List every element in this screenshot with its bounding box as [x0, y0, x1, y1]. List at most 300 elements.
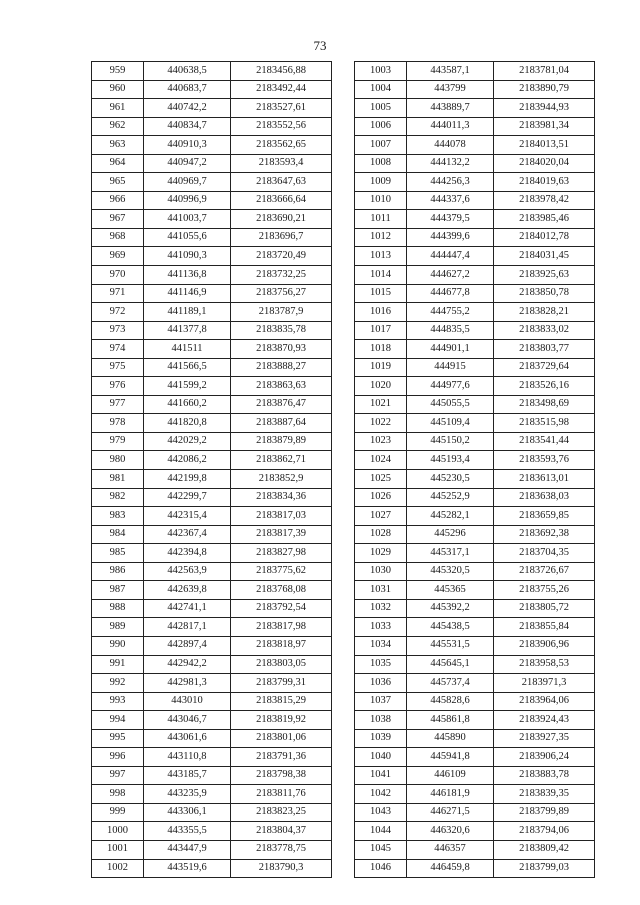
- table-row: [355, 154, 595, 173]
- x-coordinate-cell: 444755,2: [407, 303, 494, 322]
- point-number-cell: 981: [92, 470, 144, 489]
- table-row: [355, 766, 595, 785]
- point-number-cell: 1032: [355, 599, 407, 618]
- point-number-cell: 1020: [355, 377, 407, 396]
- table-row: [92, 414, 332, 433]
- point-number-cell: 996: [92, 748, 144, 767]
- x-coordinate-cell: 445645,1: [407, 655, 494, 674]
- point-number-cell: 1018: [355, 340, 407, 359]
- y-coordinate-cell: 2183638,03: [494, 488, 595, 507]
- table-row: [92, 840, 332, 859]
- point-number-cell: 980: [92, 451, 144, 470]
- x-coordinate-cell: 440947,2: [144, 154, 231, 173]
- x-coordinate-cell: 445531,5: [407, 636, 494, 655]
- table-row: [92, 544, 332, 563]
- x-coordinate-cell: 441820,8: [144, 414, 231, 433]
- y-coordinate-cell: 2183833,02: [494, 321, 595, 340]
- x-coordinate-cell: 445438,5: [407, 618, 494, 637]
- y-coordinate-cell: 2183790,3: [231, 859, 332, 878]
- point-number-cell: 1003: [355, 62, 407, 81]
- table-row: [355, 618, 595, 637]
- point-number-cell: 1022: [355, 414, 407, 433]
- y-coordinate-cell: 2183690,21: [231, 210, 332, 229]
- y-coordinate-cell: 2183755,26: [494, 581, 595, 600]
- x-coordinate-cell: 444835,5: [407, 321, 494, 340]
- y-coordinate-cell: 2183906,96: [494, 636, 595, 655]
- table-row: [92, 748, 332, 767]
- x-coordinate-cell: 442741,1: [144, 599, 231, 618]
- table-row: [92, 247, 332, 266]
- point-number-cell: 987: [92, 581, 144, 600]
- y-coordinate-cell: 2183890,79: [494, 80, 595, 99]
- x-coordinate-cell: 444447,4: [407, 247, 494, 266]
- x-coordinate-cell: 442086,2: [144, 451, 231, 470]
- table-row: [355, 136, 595, 155]
- y-coordinate-cell: 2183526,16: [494, 377, 595, 396]
- x-coordinate-cell: 444399,6: [407, 228, 494, 247]
- point-number-cell: 965: [92, 173, 144, 192]
- table-row: [355, 748, 595, 767]
- table-row: [355, 303, 595, 322]
- y-coordinate-cell: 2184012,78: [494, 228, 595, 247]
- y-coordinate-cell: 2183732,25: [231, 266, 332, 285]
- y-coordinate-cell: 2183787,9: [231, 303, 332, 322]
- y-coordinate-cell: 2183805,72: [494, 599, 595, 618]
- point-number-cell: 971: [92, 284, 144, 303]
- y-coordinate-cell: 2183798,38: [231, 766, 332, 785]
- y-coordinate-cell: 2183870,93: [231, 340, 332, 359]
- y-coordinate-cell: 2183778,75: [231, 840, 332, 859]
- table-row: [92, 507, 332, 526]
- y-coordinate-cell: 2183855,84: [494, 618, 595, 637]
- table-row: [355, 321, 595, 340]
- y-coordinate-cell: 2183794,06: [494, 822, 595, 841]
- point-number-cell: 985: [92, 544, 144, 563]
- y-coordinate-cell: 2183906,24: [494, 748, 595, 767]
- point-number-cell: 999: [92, 803, 144, 822]
- x-coordinate-cell: 445861,8: [407, 711, 494, 730]
- table-row: [92, 321, 332, 340]
- table-row: [92, 340, 332, 359]
- y-coordinate-cell: 2184020,04: [494, 154, 595, 173]
- point-number-cell: 1026: [355, 488, 407, 507]
- x-coordinate-cell: 444915: [407, 358, 494, 377]
- point-number-cell: 970: [92, 266, 144, 285]
- point-number-cell: 988: [92, 599, 144, 618]
- y-coordinate-cell: 2183768,08: [231, 581, 332, 600]
- y-coordinate-cell: 2183613,01: [494, 470, 595, 489]
- table-row: [355, 266, 595, 285]
- x-coordinate-cell: 440638,5: [144, 62, 231, 81]
- table-row: [92, 692, 332, 711]
- point-number-cell: 973: [92, 321, 144, 340]
- y-coordinate-cell: 2183852,9: [231, 470, 332, 489]
- y-coordinate-cell: 2183924,43: [494, 711, 595, 730]
- y-coordinate-cell: 2183792,54: [231, 599, 332, 618]
- table-row: [355, 525, 595, 544]
- x-coordinate-cell: 442315,4: [144, 507, 231, 526]
- y-coordinate-cell: 2183799,03: [494, 859, 595, 878]
- table-row: [355, 432, 595, 451]
- table-row: [92, 395, 332, 414]
- x-coordinate-cell: 442563,9: [144, 562, 231, 581]
- point-number-cell: 995: [92, 729, 144, 748]
- point-number-cell: 998: [92, 785, 144, 804]
- y-coordinate-cell: 2183958,53: [494, 655, 595, 674]
- y-coordinate-cell: 2183456,88: [231, 62, 332, 81]
- x-coordinate-cell: 444379,5: [407, 210, 494, 229]
- point-number-cell: 997: [92, 766, 144, 785]
- coordinates-table-left: [91, 61, 332, 878]
- table-row: [355, 377, 595, 396]
- y-coordinate-cell: 2183828,21: [494, 303, 595, 322]
- y-coordinate-cell: 2183593,4: [231, 154, 332, 173]
- table-row: [92, 377, 332, 396]
- table-body: [355, 62, 595, 878]
- x-coordinate-cell: 445828,6: [407, 692, 494, 711]
- point-number-cell: 960: [92, 80, 144, 99]
- table-row: [355, 340, 595, 359]
- y-coordinate-cell: 2183971,3: [494, 674, 595, 693]
- y-coordinate-cell: 2183809,42: [494, 840, 595, 859]
- point-number-cell: 1027: [355, 507, 407, 526]
- table-row: [355, 803, 595, 822]
- point-number-cell: 1006: [355, 117, 407, 136]
- point-number-cell: 1028: [355, 525, 407, 544]
- x-coordinate-cell: 441566,5: [144, 358, 231, 377]
- x-coordinate-cell: 445365: [407, 581, 494, 600]
- x-coordinate-cell: 443110,8: [144, 748, 231, 767]
- table-row: [92, 525, 332, 544]
- table-row: [355, 62, 595, 81]
- point-number-cell: 986: [92, 562, 144, 581]
- y-coordinate-cell: 2183839,35: [494, 785, 595, 804]
- x-coordinate-cell: 444677,8: [407, 284, 494, 303]
- point-number-cell: 992: [92, 674, 144, 693]
- x-coordinate-cell: 446320,6: [407, 822, 494, 841]
- y-coordinate-cell: 2183756,27: [231, 284, 332, 303]
- point-number-cell: 1007: [355, 136, 407, 155]
- x-coordinate-cell: 446271,5: [407, 803, 494, 822]
- point-number-cell: 1000: [92, 822, 144, 841]
- y-coordinate-cell: 2183888,27: [231, 358, 332, 377]
- point-number-cell: 1009: [355, 173, 407, 192]
- y-coordinate-cell: 2183818,97: [231, 636, 332, 655]
- point-number-cell: 1023: [355, 432, 407, 451]
- y-coordinate-cell: 2183964,06: [494, 692, 595, 711]
- table-row: [92, 655, 332, 674]
- x-coordinate-cell: 445317,1: [407, 544, 494, 563]
- table-row: [355, 692, 595, 711]
- table-row: [355, 358, 595, 377]
- point-number-cell: 964: [92, 154, 144, 173]
- x-coordinate-cell: 442817,1: [144, 618, 231, 637]
- table-row: [92, 729, 332, 748]
- x-coordinate-cell: 446181,9: [407, 785, 494, 804]
- table-row: [355, 581, 595, 600]
- table-row: [92, 488, 332, 507]
- y-coordinate-cell: 2183978,42: [494, 191, 595, 210]
- x-coordinate-cell: 443447,9: [144, 840, 231, 859]
- x-coordinate-cell: 442199,8: [144, 470, 231, 489]
- x-coordinate-cell: 445737,4: [407, 674, 494, 693]
- x-coordinate-cell: 441511: [144, 340, 231, 359]
- x-coordinate-cell: 446357: [407, 840, 494, 859]
- point-number-cell: 990: [92, 636, 144, 655]
- table-row: [92, 618, 332, 637]
- point-number-cell: 1014: [355, 266, 407, 285]
- table-row: [355, 414, 595, 433]
- x-coordinate-cell: 443587,1: [407, 62, 494, 81]
- x-coordinate-cell: 445890: [407, 729, 494, 748]
- point-number-cell: 976: [92, 377, 144, 396]
- point-number-cell: 1030: [355, 562, 407, 581]
- table-row: [355, 284, 595, 303]
- point-number-cell: 1011: [355, 210, 407, 229]
- y-coordinate-cell: 2184031,45: [494, 247, 595, 266]
- y-coordinate-cell: 2183775,62: [231, 562, 332, 581]
- y-coordinate-cell: 2183819,92: [231, 711, 332, 730]
- x-coordinate-cell: 443355,5: [144, 822, 231, 841]
- x-coordinate-cell: 441090,3: [144, 247, 231, 266]
- x-coordinate-cell: 442394,8: [144, 544, 231, 563]
- y-coordinate-cell: 2183729,64: [494, 358, 595, 377]
- x-coordinate-cell: 442367,4: [144, 525, 231, 544]
- y-coordinate-cell: 2183827,98: [231, 544, 332, 563]
- x-coordinate-cell: 444011,3: [407, 117, 494, 136]
- x-coordinate-cell: 446459,8: [407, 859, 494, 878]
- y-coordinate-cell: 2183593,76: [494, 451, 595, 470]
- point-number-cell: 1010: [355, 191, 407, 210]
- y-coordinate-cell: 2183647,63: [231, 173, 332, 192]
- table-row: [92, 785, 332, 804]
- x-coordinate-cell: 444256,3: [407, 173, 494, 192]
- x-coordinate-cell: 445296: [407, 525, 494, 544]
- x-coordinate-cell: 444627,2: [407, 266, 494, 285]
- y-coordinate-cell: 2183944,93: [494, 99, 595, 118]
- x-coordinate-cell: 445193,4: [407, 451, 494, 470]
- point-number-cell: 1033: [355, 618, 407, 637]
- x-coordinate-cell: 443185,7: [144, 766, 231, 785]
- point-number-cell: 1037: [355, 692, 407, 711]
- table-row: [355, 859, 595, 878]
- table-row: [92, 136, 332, 155]
- table-body: [92, 62, 332, 878]
- x-coordinate-cell: 444901,1: [407, 340, 494, 359]
- x-coordinate-cell: 442897,4: [144, 636, 231, 655]
- point-number-cell: 1043: [355, 803, 407, 822]
- y-coordinate-cell: 2183666,64: [231, 191, 332, 210]
- y-coordinate-cell: 2183817,03: [231, 507, 332, 526]
- x-coordinate-cell: 445320,5: [407, 562, 494, 581]
- x-coordinate-cell: 443519,6: [144, 859, 231, 878]
- y-coordinate-cell: 2184019,63: [494, 173, 595, 192]
- page-number: 73: [313, 38, 327, 53]
- y-coordinate-cell: 2183862,71: [231, 451, 332, 470]
- table-row: [355, 785, 595, 804]
- table-row: [355, 210, 595, 229]
- table-row: [92, 859, 332, 878]
- table-row: [355, 562, 595, 581]
- point-number-cell: 982: [92, 488, 144, 507]
- y-coordinate-cell: 2183552,56: [231, 117, 332, 136]
- y-coordinate-cell: 2183804,37: [231, 822, 332, 841]
- table-row: [92, 210, 332, 229]
- x-coordinate-cell: 442981,3: [144, 674, 231, 693]
- x-coordinate-cell: 443235,9: [144, 785, 231, 804]
- table-row: [92, 636, 332, 655]
- table-row: [355, 99, 595, 118]
- point-number-cell: 967: [92, 210, 144, 229]
- point-number-cell: 1013: [355, 247, 407, 266]
- y-coordinate-cell: 2183883,78: [494, 766, 595, 785]
- table-row: [355, 451, 595, 470]
- y-coordinate-cell: 2183492,44: [231, 80, 332, 99]
- table-row: [355, 674, 595, 693]
- y-coordinate-cell: 2183498,69: [494, 395, 595, 414]
- point-number-cell: 1005: [355, 99, 407, 118]
- point-number-cell: 1031: [355, 581, 407, 600]
- table-row: [355, 655, 595, 674]
- table-row: [92, 581, 332, 600]
- table-row: [355, 117, 595, 136]
- y-coordinate-cell: 2183692,38: [494, 525, 595, 544]
- table-row: [92, 470, 332, 489]
- y-coordinate-cell: 2183811,76: [231, 785, 332, 804]
- table-row: [355, 191, 595, 210]
- x-coordinate-cell: 442942,2: [144, 655, 231, 674]
- table-row: [92, 711, 332, 730]
- table-row: [92, 674, 332, 693]
- table-row: [355, 228, 595, 247]
- table-row: [92, 80, 332, 99]
- table-row: [355, 822, 595, 841]
- x-coordinate-cell: 444078: [407, 136, 494, 155]
- x-coordinate-cell: 440742,2: [144, 99, 231, 118]
- point-number-cell: 974: [92, 340, 144, 359]
- y-coordinate-cell: 2183562,65: [231, 136, 332, 155]
- y-coordinate-cell: 2183887,64: [231, 414, 332, 433]
- x-coordinate-cell: 441660,2: [144, 395, 231, 414]
- point-number-cell: 1019: [355, 358, 407, 377]
- table-row: [92, 822, 332, 841]
- point-number-cell: 1042: [355, 785, 407, 804]
- table-row: [92, 451, 332, 470]
- y-coordinate-cell: 2183850,78: [494, 284, 595, 303]
- point-number-cell: 1017: [355, 321, 407, 340]
- point-number-cell: 1029: [355, 544, 407, 563]
- y-coordinate-cell: 2183527,61: [231, 99, 332, 118]
- x-coordinate-cell: 443799: [407, 80, 494, 99]
- table-row: [92, 99, 332, 118]
- y-coordinate-cell: 2183541,44: [494, 432, 595, 451]
- point-number-cell: 963: [92, 136, 144, 155]
- point-number-cell: 968: [92, 228, 144, 247]
- x-coordinate-cell: 441136,8: [144, 266, 231, 285]
- point-number-cell: 961: [92, 99, 144, 118]
- x-coordinate-cell: 441189,1: [144, 303, 231, 322]
- x-coordinate-cell: 441003,7: [144, 210, 231, 229]
- x-coordinate-cell: 441599,2: [144, 377, 231, 396]
- table-row: [355, 470, 595, 489]
- x-coordinate-cell: 444132,2: [407, 154, 494, 173]
- table-row: [92, 173, 332, 192]
- point-number-cell: 1036: [355, 674, 407, 693]
- y-coordinate-cell: 2183863,63: [231, 377, 332, 396]
- point-number-cell: 962: [92, 117, 144, 136]
- table-row: [92, 599, 332, 618]
- table-row: [355, 173, 595, 192]
- table-row: [92, 432, 332, 451]
- x-coordinate-cell: 443306,1: [144, 803, 231, 822]
- x-coordinate-cell: 440996,9: [144, 191, 231, 210]
- x-coordinate-cell: 445282,1: [407, 507, 494, 526]
- point-number-cell: 979: [92, 432, 144, 451]
- point-number-cell: 1041: [355, 766, 407, 785]
- table-row: [355, 711, 595, 730]
- point-number-cell: 969: [92, 247, 144, 266]
- point-number-cell: 1021: [355, 395, 407, 414]
- x-coordinate-cell: 445109,4: [407, 414, 494, 433]
- point-number-cell: 1045: [355, 840, 407, 859]
- point-number-cell: 989: [92, 618, 144, 637]
- x-coordinate-cell: 445252,9: [407, 488, 494, 507]
- x-coordinate-cell: 443889,7: [407, 99, 494, 118]
- table-row: [355, 544, 595, 563]
- point-number-cell: 993: [92, 692, 144, 711]
- x-coordinate-cell: 445941,8: [407, 748, 494, 767]
- table-row: [92, 266, 332, 285]
- x-coordinate-cell: 445230,5: [407, 470, 494, 489]
- y-coordinate-cell: 2183879,89: [231, 432, 332, 451]
- x-coordinate-cell: 445055,5: [407, 395, 494, 414]
- point-number-cell: 1015: [355, 284, 407, 303]
- x-coordinate-cell: 440834,7: [144, 117, 231, 136]
- y-coordinate-cell: 2183515,98: [494, 414, 595, 433]
- x-coordinate-cell: 441377,8: [144, 321, 231, 340]
- y-coordinate-cell: 2183817,98: [231, 618, 332, 637]
- y-coordinate-cell: 2183981,34: [494, 117, 595, 136]
- y-coordinate-cell: 2183817,39: [231, 525, 332, 544]
- x-coordinate-cell: 442029,2: [144, 432, 231, 451]
- point-number-cell: 1016: [355, 303, 407, 322]
- y-coordinate-cell: 2183799,89: [494, 803, 595, 822]
- y-coordinate-cell: 2183801,06: [231, 729, 332, 748]
- x-coordinate-cell: 445392,2: [407, 599, 494, 618]
- x-coordinate-cell: 440969,7: [144, 173, 231, 192]
- y-coordinate-cell: 2183876,47: [231, 395, 332, 414]
- table-row: [92, 284, 332, 303]
- point-number-cell: 1040: [355, 748, 407, 767]
- point-number-cell: 975: [92, 358, 144, 377]
- y-coordinate-cell: 2183799,31: [231, 674, 332, 693]
- table-row: [92, 303, 332, 322]
- table-row: [355, 80, 595, 99]
- point-number-cell: 1035: [355, 655, 407, 674]
- point-number-cell: 977: [92, 395, 144, 414]
- x-coordinate-cell: 443010: [144, 692, 231, 711]
- table-row: [92, 766, 332, 785]
- table-row: [92, 358, 332, 377]
- point-number-cell: 978: [92, 414, 144, 433]
- point-number-cell: 994: [92, 711, 144, 730]
- y-coordinate-cell: 2184013,51: [494, 136, 595, 155]
- y-coordinate-cell: 2183791,36: [231, 748, 332, 767]
- x-coordinate-cell: 440910,3: [144, 136, 231, 155]
- y-coordinate-cell: 2183985,46: [494, 210, 595, 229]
- table-row: [92, 191, 332, 210]
- point-number-cell: 983: [92, 507, 144, 526]
